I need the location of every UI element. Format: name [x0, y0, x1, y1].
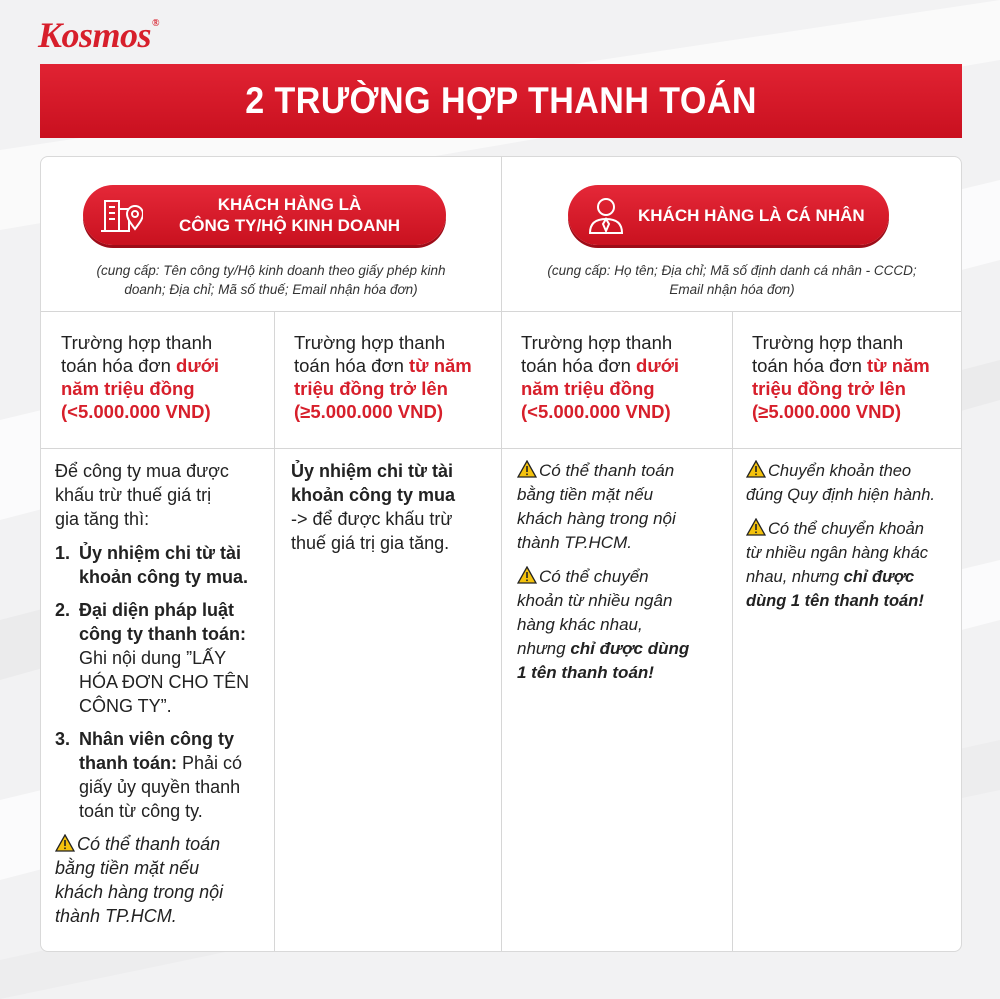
company-pill-line1: KHÁCH HÀNG LÀ	[217, 195, 362, 214]
regulation-warning: Chuyển khoản theo đúng Quy định hiện hành.	[746, 462, 935, 504]
company-requirements-note: (cung cấp: Tên công ty/Hộ kinh doanh theo giấy phép kinh doanh; Địa chỉ; Mã số thuế; Email nhận hóa đơn)	[96, 263, 446, 297]
company-below-content: Để công ty mua được khấu trừ thuế giá trị gia tăng thì: 1. Ủy nhiệm chi từ tài khoản công ty mua. 2. Đại diện pháp luật công ty thanh toán: Ghi nội dung ”LẤY HÓA ĐƠN CHO TÊN CÔNG TY”. 3. Nhân viên công ty thanh toán: Phải có giấy ủy quyền thanh toán từ công ty. Có thể thanh toán bằng tiền mặt nếu khách hàng trong nội thành TP.HCM.	[55, 459, 269, 938]
case-header-company-above: Trường hợp thanh toán hóa đơn từ năm triệu đồng trở lên (≥5.000.000 VND)	[294, 332, 472, 422]
building-location-icon	[99, 193, 143, 237]
company-customer-pill	[83, 185, 446, 245]
warning-icon	[517, 566, 537, 584]
personal-customer-pill	[568, 185, 889, 245]
title-banner	[40, 64, 962, 138]
list-item: 2. Đại diện pháp luật công ty thanh toán: Ghi nội dung ”LẤY HÓA ĐƠN CHO TÊN CÔNG TY”.	[55, 600, 250, 716]
personal-requirements-note: (cung cấp: Họ tên; Địa chỉ; Mã số định danh cá nhân - CCCD; Email nhận hóa đơn)	[547, 263, 917, 297]
warning-icon	[55, 834, 75, 852]
case-header-personal-below: Trường hợp thanh toán hóa đơn dưới năm triệu đồng (<5.000.000 VND)	[521, 332, 680, 422]
divider-header	[41, 311, 961, 312]
divider-right	[732, 311, 733, 952]
divider-main	[501, 157, 502, 952]
case-header-personal-above: Trường hợp thanh toán hóa đơn từ năm triệu đồng trở lên (≥5.000.000 VND)	[752, 332, 930, 422]
warning-icon	[746, 518, 766, 536]
list-item: 1. Ủy nhiệm chi từ tài khoản công ty mua.	[55, 543, 249, 587]
case-header-company-below: Trường hợp thanh toán hóa đơn dưới năm triệu đồng (<5.000.000 VND)	[61, 332, 220, 422]
cash-warning: Có thể thanh toán bằng tiền mặt nếu khách hàng trong nội thành TP.HCM.	[55, 834, 224, 926]
page-title: 2 TRƯỜNG HỢP THANH TOÁN	[245, 80, 757, 121]
person-icon	[584, 193, 628, 237]
transfer-warning: Có thể chuyển khoản từ nhiều ngân hàng khác nhau, nhưng chỉ được dùng 1 tên thanh toán!	[517, 567, 690, 682]
kosmos-logo: Kosmos®	[38, 15, 160, 55]
payment-table	[40, 156, 962, 952]
personal-pill-label: KHÁCH HÀNG LÀ CÁ NHÂN	[638, 205, 865, 225]
personal-above-content	[746, 459, 961, 623]
warning-icon	[746, 460, 766, 478]
transfer-warning: Có thể chuyển khoản từ nhiều ngân hàng khác nhau, nhưng chỉ được dùng 1 tên thanh toán!	[746, 520, 929, 610]
company-above-content: Ủy nhiệm chi từ tài khoản công ty mua -> để được khấu trừ thuế giá trị gia tăng.	[291, 461, 456, 553]
list-item: 3. Nhân viên công ty thanh toán: Phải có giấy ủy quyền thanh toán từ công ty.	[55, 729, 243, 821]
cash-warning: Có thể thanh toán bằng tiền mặt nếu khách hàng trong nội thành TP.HCM.	[517, 461, 676, 552]
warning-icon	[517, 460, 537, 478]
divider-subheader	[41, 448, 961, 449]
personal-below-content	[517, 459, 729, 695]
divider-left	[274, 311, 275, 952]
company-pill-line2: CÔNG TY/HỘ KINH DOANH	[179, 216, 400, 235]
